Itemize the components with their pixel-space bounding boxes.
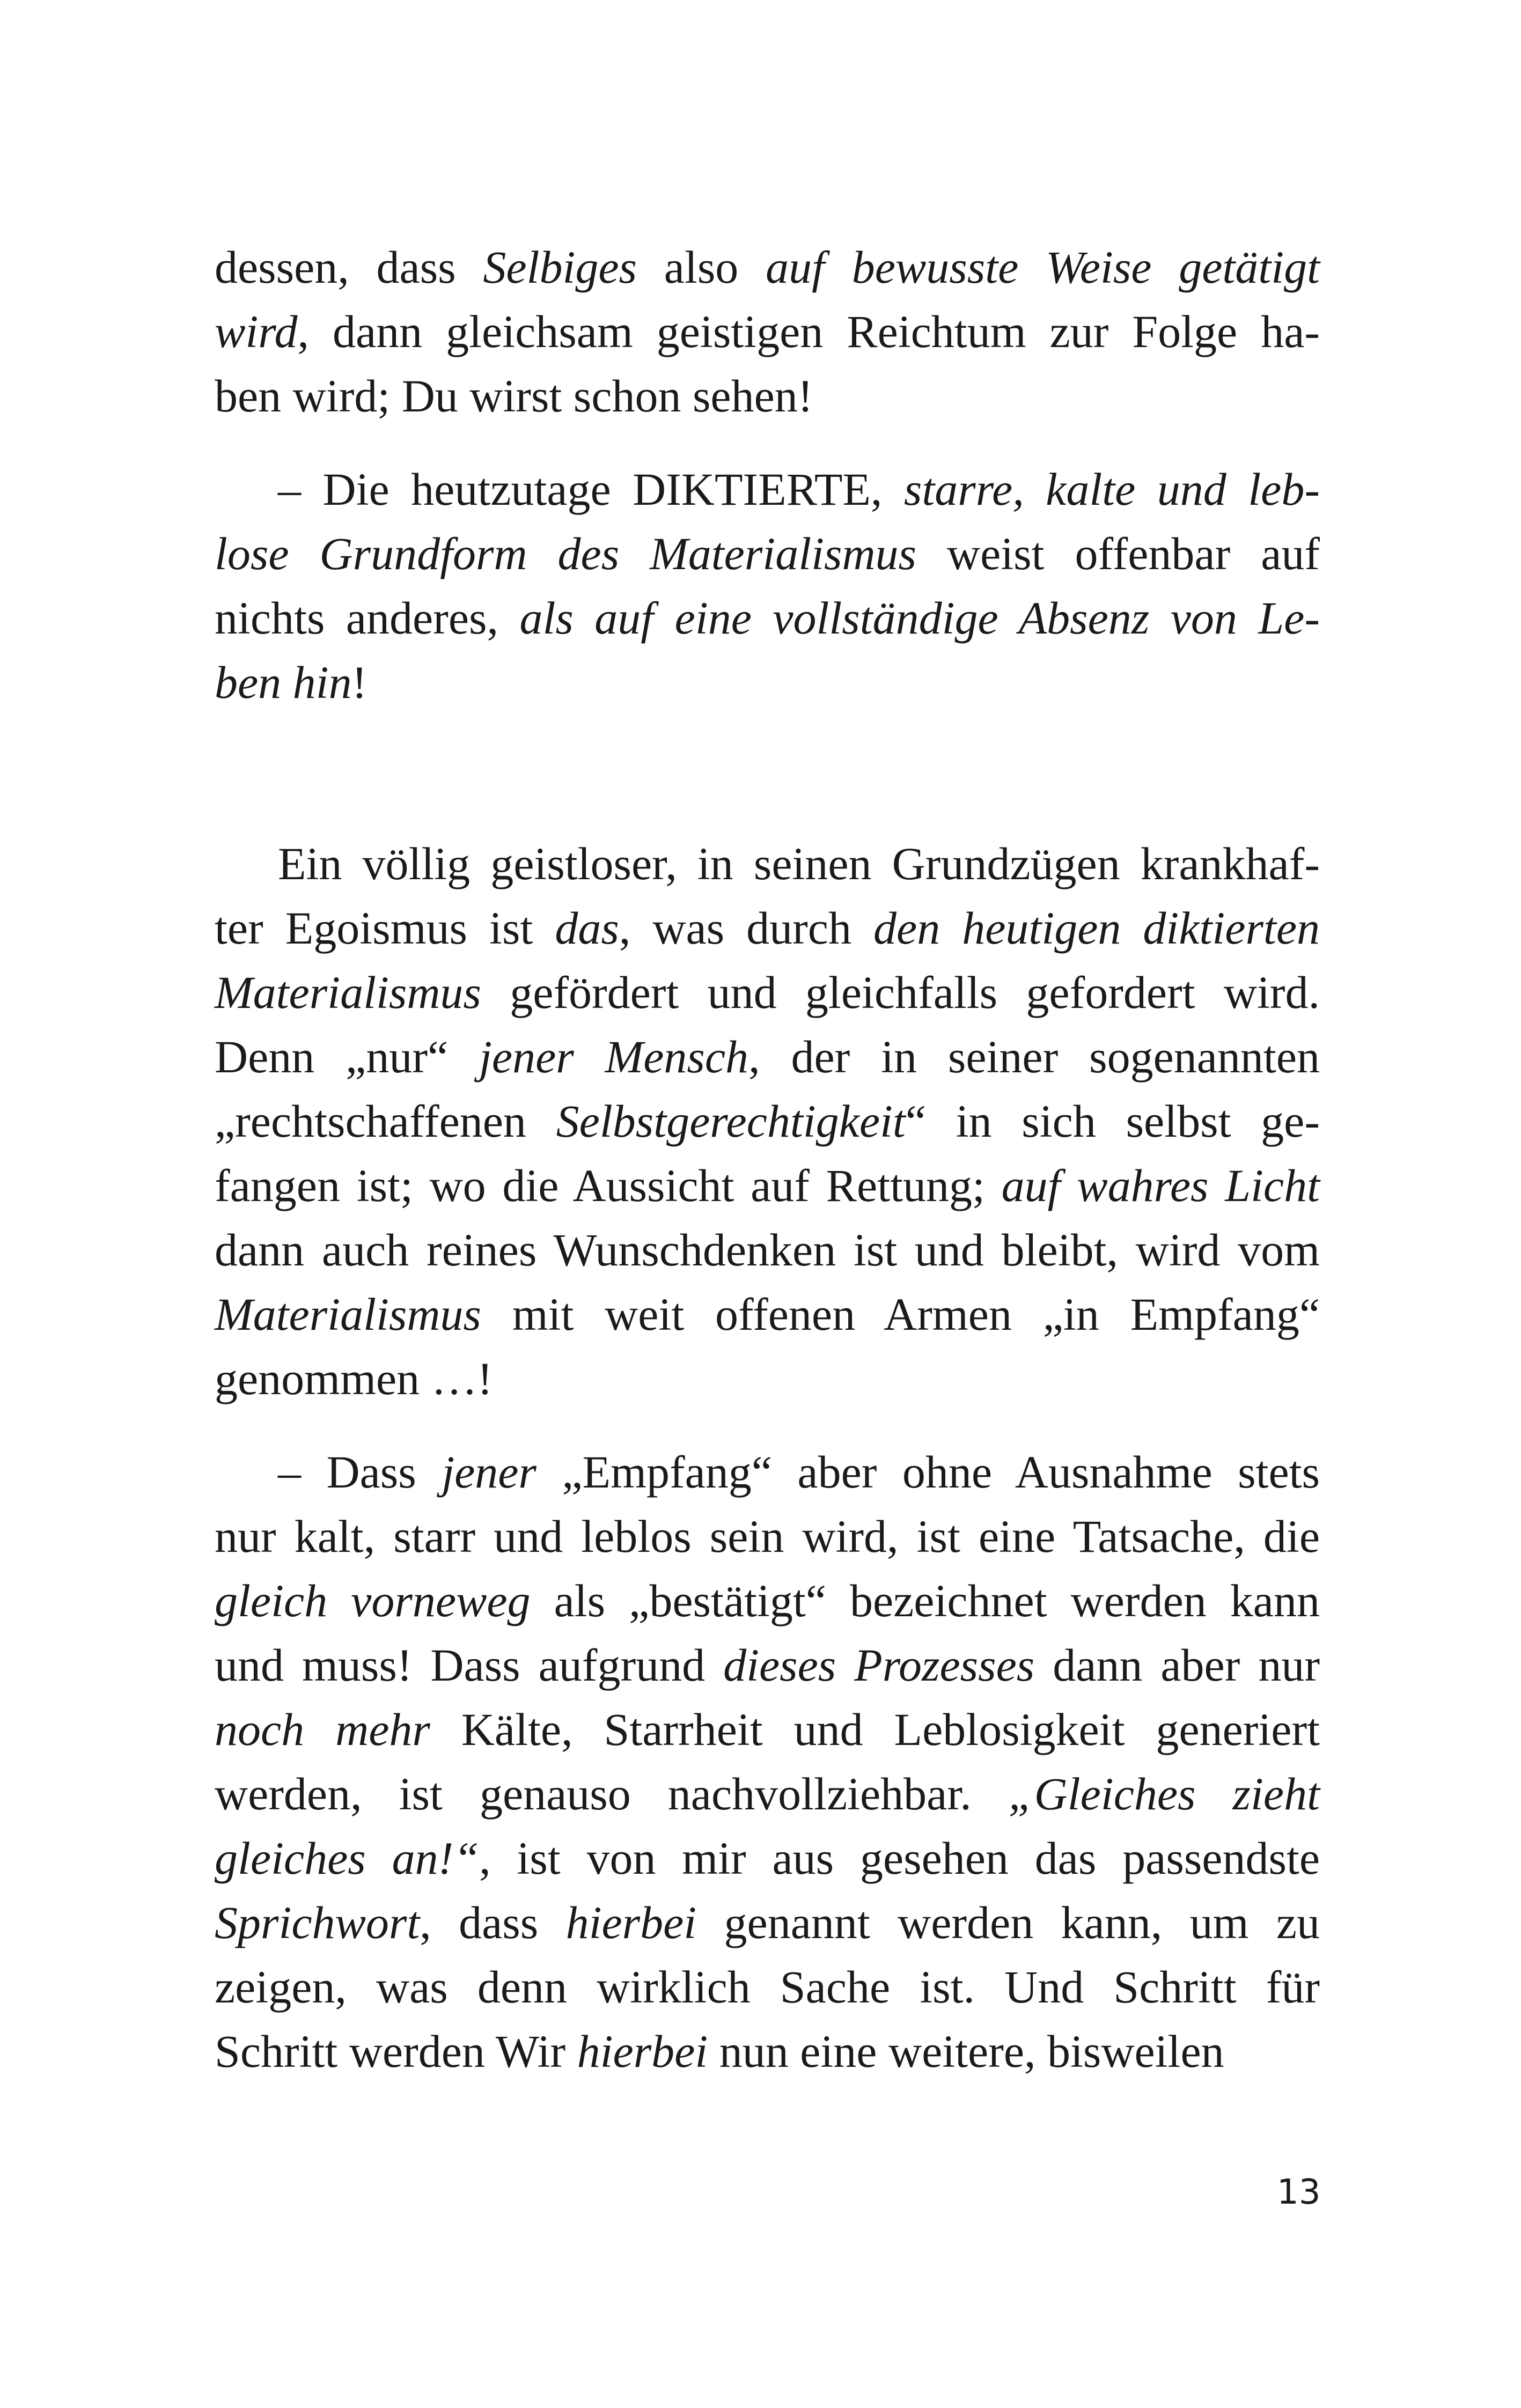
italic-text: als auf eine vollständige Absenz von Le- [519, 592, 1320, 644]
text-line [215, 1504, 1320, 1568]
text-line [215, 1826, 1320, 1890]
text-run: mit weit offenen Armen „in Empfang“ [481, 1288, 1320, 1340]
text-run: Denn „nur“ [215, 1031, 480, 1083]
text-run: genommen …! [215, 1353, 493, 1404]
italic-text: hierbei [577, 2026, 708, 2077]
italic-text: dieses Prozesses [723, 1639, 1035, 1691]
italic-text: jener [442, 1446, 537, 1498]
italic-text: „Gleiches zieht [1008, 1768, 1320, 1820]
text-line [215, 1697, 1320, 1762]
italic-text: Selbstgerechtigkeit [556, 1095, 906, 1147]
text-line [215, 1955, 1320, 2019]
text-line [215, 650, 1320, 715]
italic-text: Materialismus [215, 1288, 481, 1340]
text-line [215, 896, 1320, 960]
italic-text: Materialismus [215, 967, 481, 1018]
text-line [215, 1890, 1320, 1955]
text-run: gefördert und gleichfalls gefordert wird. [481, 967, 1320, 1018]
text-run: als „bestätigt“ bezeichnet werden kann [530, 1575, 1320, 1626]
italic-text: Sprichwort [215, 1897, 420, 1948]
page-number: 13 [1277, 2173, 1321, 2212]
text-run: und muss! Dass aufgrund [215, 1639, 724, 1691]
text-line [215, 1282, 1320, 1346]
text-run: dann aber nur [1034, 1639, 1320, 1691]
italic-text: gleiches an!“ [215, 1832, 480, 1884]
text-run: ben wird; Du wirst schon sehen! [215, 370, 813, 422]
text-run: werden, ist genauso nachvollziehbar. [215, 1768, 1009, 1820]
text-line [215, 1218, 1320, 1282]
text-block-bottom [215, 831, 1320, 2083]
paragraph-2 [215, 457, 1320, 715]
text-line [215, 1089, 1320, 1153]
italic-text: starre, kalte und leb- [903, 463, 1320, 515]
text-run: , was durch [619, 902, 874, 954]
text-run: Schritt werden Wir [215, 2026, 577, 2077]
paragraph-4 [215, 1440, 1320, 2083]
text-run: Kälte, Starrheit und Leblosigkeit generiert [430, 1704, 1320, 1755]
text-run: fangen ist; wo die Aussicht auf Rettung; [215, 1160, 1002, 1211]
text-run: , der in seiner sogenannten [748, 1031, 1320, 1083]
text-line [215, 1440, 1320, 1504]
text-run: , dass [420, 1897, 566, 1948]
text-line [215, 2019, 1320, 2083]
text-line [215, 1568, 1320, 1633]
text-line [215, 1346, 1320, 1411]
text-run: Ein völlig geistloser, in seinen Grundzügen krankhaf- [278, 838, 1320, 889]
text-line [215, 1633, 1320, 1697]
italic-text: das [555, 902, 619, 954]
text-line [215, 586, 1320, 650]
text-run: ter Egoismus ist [215, 902, 555, 954]
text-run: , dann gleichsam geistigen Reichtum zur Folge ha- [297, 306, 1320, 357]
italic-text: noch mehr [215, 1704, 430, 1755]
text-line [215, 1762, 1320, 1826]
text-run: zeigen, was denn wirklich Sache ist. Und Schritt für [215, 1961, 1320, 2013]
text-run: also [637, 241, 766, 293]
text-run: nichts anderes, [215, 592, 520, 644]
italic-text: Selbiges [483, 241, 637, 293]
text-run: dessen, dass [215, 241, 483, 293]
text-run: ! [351, 657, 368, 708]
text-line [215, 457, 1320, 521]
text-run: “ in sich selbst ge- [905, 1095, 1320, 1147]
italic-text: gleich vorneweg [215, 1575, 531, 1626]
italic-text: ben hin [215, 657, 352, 708]
text-run: nur kalt, starr und leblos sein wird, ist eine Tatsache, die [215, 1511, 1320, 1562]
text-run: weist offenbar auf [916, 528, 1320, 579]
italic-text: auf bewusste Weise getätigt [766, 241, 1320, 293]
text-line [215, 521, 1320, 586]
italic-text: den heutigen diktierten [873, 902, 1320, 954]
text-run: – Die heutzutage DIKTIERTE, [278, 463, 904, 515]
text-run: „Empfang“ aber ohne Ausnahme stets [536, 1446, 1320, 1498]
italic-text: jener Mensch [479, 1031, 749, 1083]
text-line [215, 299, 1320, 364]
text-block-top [215, 235, 1320, 715]
text-line [215, 1153, 1320, 1218]
text-line [215, 960, 1320, 1025]
paragraph-1 [215, 235, 1320, 428]
italic-text: wird [215, 306, 298, 357]
italic-text: auf wahres Licht [1001, 1160, 1320, 1211]
text-run: „rechtschaffenen [215, 1095, 556, 1147]
text-run: genannt werden kann, um zu [696, 1897, 1320, 1948]
text-line [215, 364, 1320, 428]
text-run: nun eine weitere, bisweilen [708, 2026, 1224, 2077]
text-run: dann auch reines Wunschdenken ist und bleibt, wird vom [215, 1224, 1320, 1276]
italic-text: lose Grundform des Materialismus [215, 528, 917, 579]
text-line [215, 235, 1320, 299]
italic-text: hierbei [565, 1897, 697, 1948]
text-run: – Dass [278, 1446, 442, 1498]
paragraph-3 [215, 831, 1320, 1411]
text-line [215, 1025, 1320, 1089]
text-line [215, 831, 1320, 896]
text-run: , ist von mir aus gesehen das passendste [479, 1832, 1320, 1884]
